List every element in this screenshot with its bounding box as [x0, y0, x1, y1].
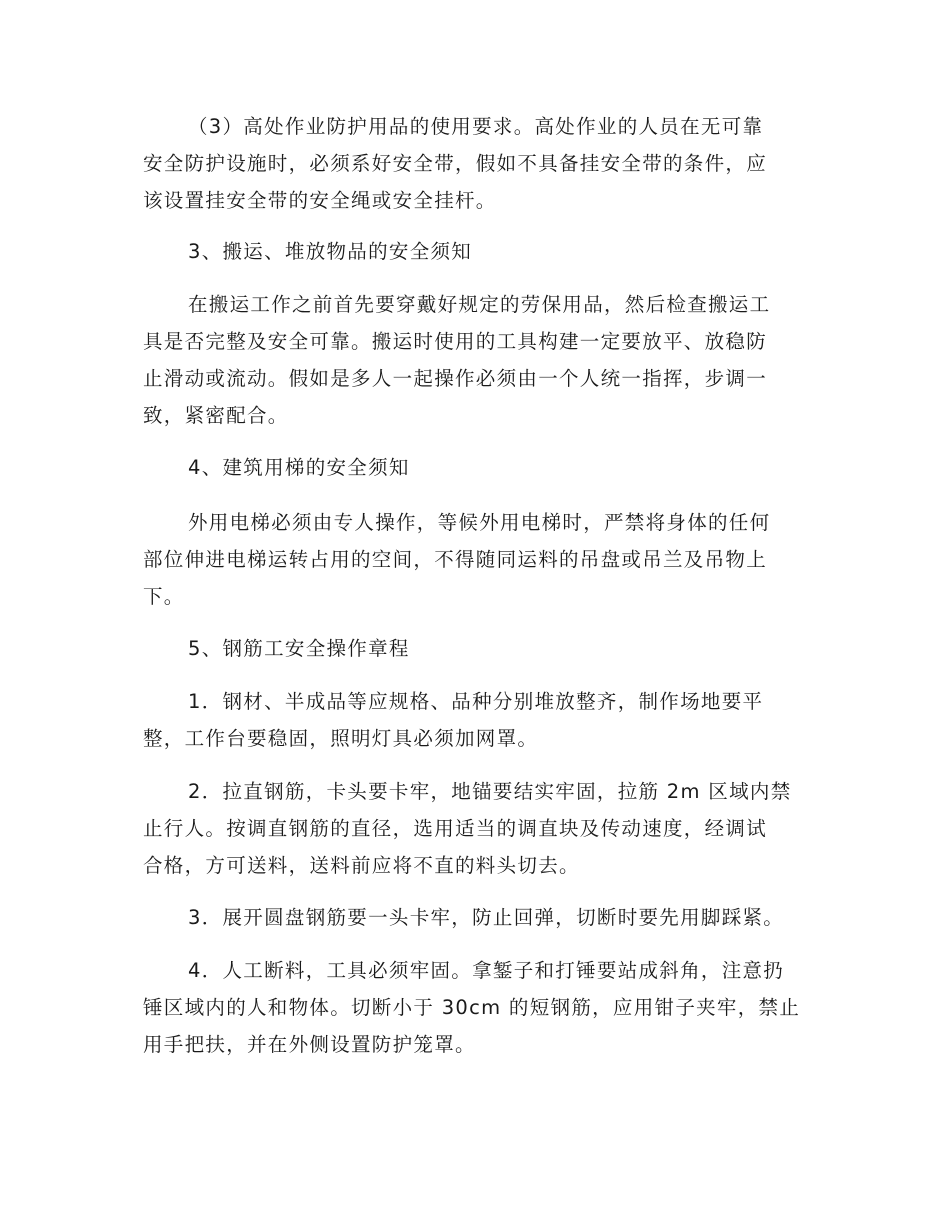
text-line: （3）高处作业防护用品的使用要求。高处作业的人员在无可靠	[188, 115, 764, 138]
text-line: 致，紧密配合。	[143, 404, 289, 427]
section-heading-rebar-operation: 5、钢筋工安全操作章程	[188, 637, 410, 660]
text-line: 安全防护设施时，必须系好安全带，假如不具备挂安全带的条件，应	[143, 152, 768, 175]
paragraph-moving-stacking	[143, 286, 808, 434]
text-line: 锤区域内的人和物体。切断小于 30cm 的短钢筋，应用钳子夹牢，禁止	[143, 996, 801, 1019]
text-line: 具是否完整及安全可靠。搬运时使用的工具构建一定要放平、放稳防	[143, 330, 768, 353]
text-line: 部位伸进电梯运转占用的空间，不得随同运料的吊盘或吊兰及吊物上	[143, 548, 768, 571]
text-line: 外用电梯必须由专人操作，等候外用电梯时，严禁将身体的任何	[188, 511, 771, 534]
paragraph-rebar-item-1	[143, 683, 808, 757]
text-line: 用手把扶，并在外侧设置防护笼罩。	[143, 1033, 476, 1056]
text-line: 3．展开圆盘钢筋要一头卡牢，防止回弹，切断时要先用脚踩紧。	[188, 906, 785, 929]
text-line: 4．人工断料，工具必须牢固。拿錾子和打锤要站成斜角，注意扔	[188, 959, 785, 982]
text-line: 整，工作台要稳固，照明灯具必须加网罩。	[143, 727, 539, 750]
paragraph-construction-elevator	[143, 504, 808, 615]
section-heading-construction-elevator: 4、建筑用梯的安全须知	[188, 456, 410, 479]
text-line: 2．拉直钢筋，卡头要卡牢，地锚要结实牢固，拉筋 2m 区域内禁	[188, 780, 792, 803]
paragraph-rebar-item-3	[143, 899, 808, 936]
text-line: 在搬运工作之前首先要穿戴好规定的劳保用品，然后检查搬运工	[188, 293, 771, 316]
text-line: 1．钢材、半成品等应规格、品种分别堆放整齐，制作场地要平	[188, 690, 764, 713]
paragraph-rebar-item-2	[143, 773, 808, 884]
text-line: 该设置挂安全带的安全绳或安全挂杆。	[143, 189, 497, 212]
text-line: 下。	[143, 585, 185, 608]
section-heading-moving-stacking: 3、搬运、堆放物品的安全须知	[188, 240, 473, 263]
paragraph-rebar-item-4	[143, 952, 808, 1063]
text-line: 止滑动或流动。假如是多人一起操作必须由一个人统一指挥，步调一	[143, 367, 768, 390]
text-line: 合格，方可送料，送料前应将不直的料头切去。	[143, 854, 580, 877]
paragraph-fall-protection	[143, 108, 808, 219]
text-line: 止行人。按调直钢筋的直径，选用适当的调直块及传动速度，经调试	[143, 817, 768, 840]
